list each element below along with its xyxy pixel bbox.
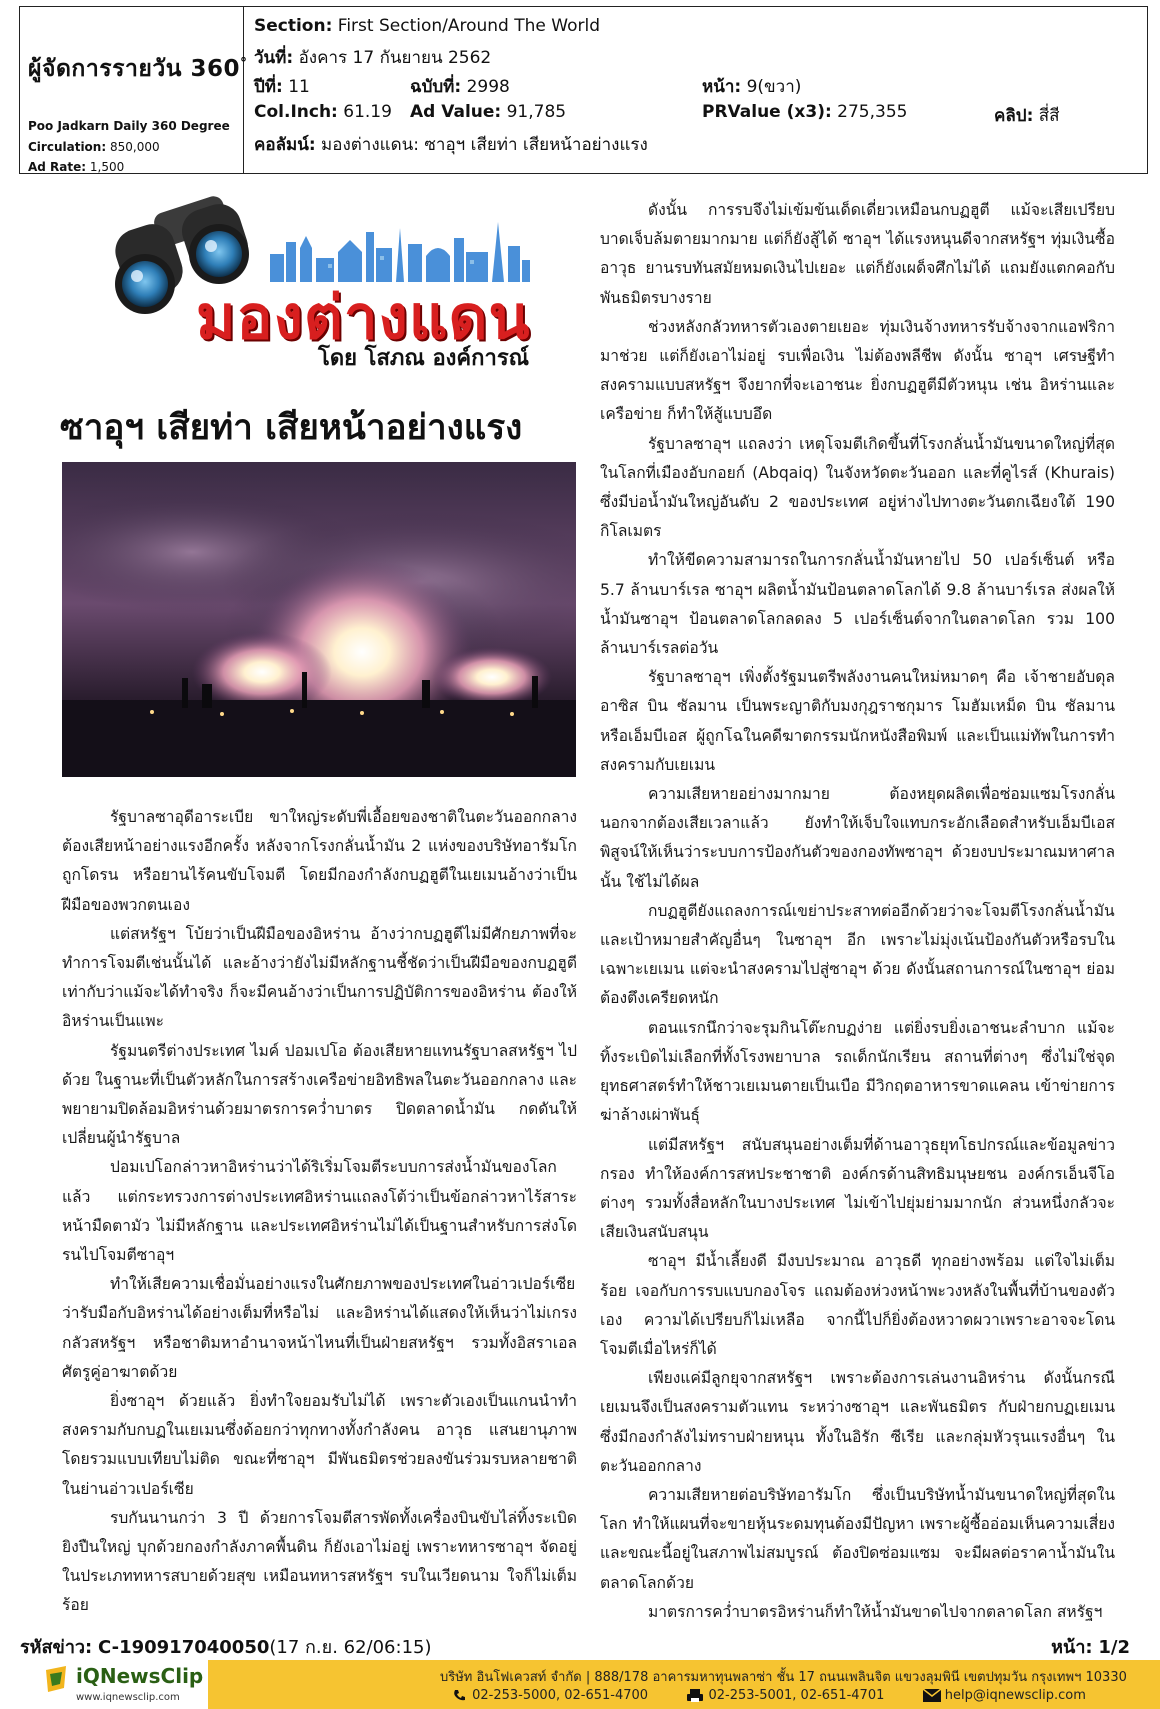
colinch-field (254, 102, 392, 122)
author-byline: โดย โสภณ องค์การณ์ (318, 346, 530, 371)
contact-block (208, 1660, 1160, 1709)
article-column-left (62, 803, 577, 1621)
clip-label: คลิป: (994, 106, 1034, 126)
year-label: ปีที่: (254, 77, 283, 97)
date-label: วันที่: (254, 48, 294, 68)
degree-sign: ° (239, 55, 248, 72)
brand-iq: iQ (76, 1664, 100, 1688)
column-value: มองต่างแดน: ซาอุฯ เสียท่า เสียหน้าอย่างแรง (321, 135, 648, 155)
page-label: หน้า: (702, 77, 742, 97)
article-column-right (600, 196, 1115, 1627)
ad-rate (28, 160, 124, 174)
page-number-label: หน้า: (1051, 1637, 1093, 1658)
paragraph: ความเสียหายอย่างมากมาย ต้องหยุดผลิตเพื่อซ่อมแซมโรงกลั่น นอกจากต้องเสียเวลาแล้ว ยังทำให้เจ็บใจแทบกระอักเลือดสำหรับเอ็มบีเอส พิสูจน์ให้เห็นว่าระบบการป้องกันตัวของกองทัพซาอุฯ ด้วยงบประมาณมหาศาลนั้น ใช้ไม่ได้ผล (600, 785, 1115, 891)
circulation-value: 850,000 (109, 140, 160, 154)
paragraph: เพียงแค่มีลูกยุจากสหรัฐฯ เพราะต้องการเล่นงานอิหร่าน ดังนั้นกรณีเยเมนจึงเป็นสงครามตัวแทน ระหว่างซาอุฯ และพันธมิตร กับฝ่ายกบฏเยเมนซึ่งมีกองกำลังไม่ทราบฝ่ายหนุน ทั้งในอิรัก ซีเรีย และกลุ่มหัวรุนแรงอื่นๆ ในตะวันออกกลาง (600, 1369, 1115, 1475)
phone-icon (452, 1689, 468, 1703)
paragraph: แต่มีสหรัฐฯ สนับสนุนอย่างเต็มที่ด้านอาวุธยุทโธปกรณ์และข้อมูลข่าวกรอง ทำให้องค์การสหประชาชาติ องค์กรด้านสิทธิมนุษยชน องค์กรเอ็นจีโอต่างๆ รวมทั้งสื่อหลักในบางประเทศ ไม่เข้าไปยุ่มย่ามมากนัก ส่วนหนึ่งกลัวจะเสียเงินสนับสนุน (600, 1135, 1115, 1242)
issue-value: 2998 (466, 77, 510, 97)
paragraph: รบกันนานกว่า 3 ปี ด้วยการโจมตีสารพัดทั้งเครื่องบินขับไล่ทิ้งระเบิด ยิงปืนใหญ่ บุกด้วยกองกำลังภาคพื้นดิน ก็ยังเอาไม่อยู่ เพราะทหารซาอุฯ จัดอยู่ในประเภททหารสบายด้วยสุข เหมือนทหารสหรัฐฯ รบในเวียดนาม ใจก็ไม่เต็มร้อย (62, 1508, 577, 1615)
prvalue-field (702, 102, 907, 122)
advalue-label: Ad Value: (410, 102, 502, 122)
paragraph: ความเสียหายต่อบริษัทอารัมโก ซึ่งเป็นบริษัทน้ำมันขนาดใหญ่ที่สุดในโลก ทำให้แผนที่จะขายหุ้นระดมทุนต้องมีปัญหา เพราะผู้ซื้ออ่อมเห็นความเสี่ยง และขณะนี้อยู่ในสภาพไม่สมบูรณ์ ต้องปิดซ่อมแซม จะมีผลต่อราคาน้ำมันในตลาดโลกด้วย (600, 1485, 1115, 1592)
column-logo-title: มองต่างแดน (196, 283, 531, 353)
paragraph: ปอมเปโอกล่าวหาอิหร่านว่าได้ริเริ่มโจมตีระบบการส่งน้ำมันของโลกแล้ว แต่กระทรวงการต่างประเทศอิหร่านแถลงโต้ว่าเป็นข้อกล่าวหาไร้สาระ หน้ามืดตามัว ไม่มีหลักฐาน และประเทศอิหร่านไม่ได้เป็นฐานสำหรับการส่งโดรนไปโจมตีซาอุฯ (62, 1158, 577, 1265)
news-code-value: C-190917040050 (97, 1637, 270, 1658)
ad-rate-value: 1,500 (89, 160, 125, 174)
circulation-label: Circulation: (28, 140, 107, 154)
year-field (254, 73, 310, 100)
prvalue-label: PRValue (x3): (702, 102, 832, 122)
section-value: First Section/Around The World (337, 16, 600, 36)
clip-value: สี่สี (1038, 106, 1060, 126)
paragraph: ดังนั้น การรบจึงไม่เข้มข้นเด็ดเดี่ยวเหมือนกบฏฮูตี แม้จะเสียเปรียบ บาดเจ็บล้มตายมากมาย แต่ก็ยังสู้ได้ ซาอุฯ ได้แรงหนุนดีจากสหรัฐฯ ทุ่มเงินซื้ออาวุธ ยานรบทันสมัยหมดเงินไปเยอะ แต่ก็ยังเผด็จศึกไม่ได้ แถมยังแตกคอกับพันธมิตรบางราย (600, 201, 1115, 307)
date-value: อังคาร 17 กันยายน 2562 (298, 48, 492, 68)
fax-numbers: 02-253-5001, 02-651-4701 (708, 1688, 885, 1703)
ad-rate-label: Ad Rate: (28, 160, 87, 174)
colinch-label: Col.Inch: (254, 102, 338, 122)
brand-url: www.iqnewsclip.com (76, 1692, 180, 1703)
iqnewsclip-logo-icon (42, 1664, 72, 1694)
year-value: 11 (288, 77, 310, 97)
news-code (20, 1632, 432, 1661)
page-value: 9(ขวา) (746, 77, 802, 97)
page-number-value: 1/2 (1098, 1637, 1130, 1658)
page-field (702, 73, 801, 100)
issue-field (410, 73, 510, 100)
column-label: คอลัมน์: (254, 135, 316, 155)
paragraph: ซาอุฯ มีน้ำเลี้ยงดี มีงบประมาณ อาวุธดี ทุกอย่างพร้อม แต่ใจไม่เต็มร้อย เจอกับการรบแบบกองโจร แถมต้องห่วงหน้าพะวงหลังในพื้นที่บ้านของตัวเอง ความได้เปรียบก็ไม่เหลือ จากนี้ไปก็ยิ่งต้องหวาดผวาเพราะอาจจะโดนโจมตีเมื่อไหร่ก็ได้ (600, 1252, 1115, 1358)
date-field (254, 44, 491, 71)
publication-name-en: Poo Jadkarn Daily 360 Degree (28, 119, 230, 133)
paragraph: รัฐบาลซาอุดีอาระเบีย ขาใหญ่ระดับพี่เอื้อยของชาติในตะวันออกกลาง ต้องเสียหน้าอย่างแรงอีกครั้ง หลังจากโรงกลั่นน้ำมัน 2 แห่งของบริษัทอารัมโกถูกโดรน หรือยานไร้คนขับโจมตี โดยมีกองกำลังกบฏฮูตีในเยเมนอ้างว่าเป็นฝีมือของพวกตนเอง (62, 808, 577, 914)
clip-field (994, 102, 1060, 129)
clip-header (19, 6, 1148, 174)
paragraph: มาตรการคว่ำบาตรอิหร่านก็ทำให้น้ำมันขาดไปจากตลาดโลก สหรัฐฯ (648, 1602, 1103, 1621)
article-headline: ซาอุฯ เสียท่า เสียหน้าอย่างแรง (60, 408, 523, 448)
brand-rest: NewsClip (99, 1664, 204, 1688)
advalue-value: 91,785 (506, 102, 567, 122)
article-photo (62, 462, 576, 777)
paragraph: ยิ่งซาอุฯ ด้วยแล้ว ยิ่งทำใจยอมรับไม่ได้ เพราะตัวเองเป็นแกนนำทำสงครามกับกบฏในเยเมนซึ่งด้อยกว่าทุกทางทั้งกำลังคน อาวุธ แสนยานุภาพโดยรวมแบบเทียบไม่ติด ขณะที่ซาอุฯ มีพันธมิตรช่วยลงขันร่วมรบหลายชาติในย่านอ่าวเปอร์เซีย (62, 1392, 577, 1498)
paragraph: ตอนแรกนึกว่าจะรุมกินโต๊ะกบฏง่าย แต่ยิ่งรบยิ่งเอาชนะลำบาก แม้จะทิ้งระเบิดไม่เลือกที่ทั้งโรงพยาบาล รถเด็กนักเรียน สถานที่ต่างๆ ซึ่งไม่ใช่จุดยุทธศาสตร์ทำให้ชาวเยเมนตายเป็นเบือ มีวิกฤตอาหารขาดแคลน เข้าข่ายการฆ่าล้างเผ่าพันธุ์ (600, 1018, 1115, 1125)
page-number (1051, 1632, 1130, 1661)
paragraph: ทำให้เสียความเชื่อมั่นอย่างแรงในศักยภาพของประเทศในอ่าวเปอร์เซียว่ารับมือกับอิหร่านได้อย่างเต็มที่หรือไม่ และอิหร่านได้แสดงให้เห็นว่าไม่เกรงกลัวสหรัฐฯ หรือชาติมหาอำนาจหน้าไหนที่เป็นฝ่ายสหรัฐฯ รวมทั้งอิสราเอลศัตรูคู่อาฆาตด้วย (62, 1275, 577, 1381)
colinch-value: 61.19 (343, 102, 392, 122)
contact-line (452, 1688, 1086, 1703)
phone-numbers: 02-253-5000, 02-651-4700 (472, 1688, 649, 1703)
footer-band (0, 1660, 1160, 1709)
email-icon (923, 1689, 941, 1702)
brand-name (76, 1664, 203, 1688)
brand-block (0, 1660, 208, 1709)
news-code-time: (17 ก.ย. 62/06:15) (269, 1637, 432, 1658)
fax-icon (686, 1689, 704, 1703)
paragraph: ช่วงหลังกลัวทหารตัวเองตายเยอะ ทุ่มเงินจ้างทหารรับจ้างจากแอฟริกามาช่วย แต่ก็ยังเอาไม่อยู่ รบเพื่อเงิน ไม่ต้องพลีชีพ ดังนั้น ซาอุฯ เศรษฐีทำสงครามแบบสหรัฐฯ จึงยากที่จะเอาชนะ ยิ่งกบฏฮูตีมีตัวหนุน เช่น อิหร่านและเครือข่าย ก็ทำให้สู้แบบอึด (600, 317, 1115, 424)
paragraph: รัฐบาลซาอุฯ เพิ่งตั้งรัฐมนตรีพลังงานคนใหม่หมาดๆ คือ เจ้าชายอับดุลอาซิส บิน ซัลมาน เป็นพระญาติกับมงกุฎราชกุมาร โมฮัมเหม็ด บิน ซัลมาน หรือเอ็มบีเอส ผู้ถูกโฉในคดีฆาตกรรมนักหนังสือพิมพ์ และเป็นแม่ทัพในการทำสงครามกับเยเมน (600, 668, 1115, 774)
publication-name (28, 51, 247, 87)
circulation (28, 140, 160, 154)
paragraph: กบฏฮูตียังแถลงการณ์เขย่าประสาทต่ออีกด้วยว่าจะโจมตีโรงกลั่นน้ำมันและเป้าหมายสำคัญอื่นๆ ในซาอุฯ อีก เพราะไม่มุ่งเน้นป้องกันตัวหรือรบในเฉพาะเยเมน แต่จะนำสงครามไปสู่ซาอุฯ ด้วย ดังนั้นสถานการณ์ในซาอุฯ ย่อมต้องตึงเครียดหนัก (600, 901, 1115, 1008)
paragraph: รัฐมนตรีต่างประเทศ ไมค์ ปอมเปโอ ต้องเสียหายแทนรัฐบาลสหรัฐฯ ไปด้วย ในฐานะที่เป็นตัวหลักในการสร้างเครือข่ายอิทธิพลในตะวันออกกลาง และพยายามปิดล้อมอิหร่านด้วยมาตรการคว่ำบาตร ปิดตลาดน้ำมัน กดดันให้เปลี่ยนผู้นำรัฐบาล (62, 1041, 577, 1148)
prvalue-value: 275,355 (837, 102, 908, 122)
section-field (254, 16, 600, 36)
company-address: บริษัท อินโฟเควสท์ จำกัด | 888/178 อาคารมหาทุนพลาซ่า ชั้น 17 ถนนเพลินจิต แขวงลุมพินี เขตปทุมวัน กรุงเทพฯ 10330 (440, 1670, 1127, 1685)
paragraph: แต่สหรัฐฯ โบ้ยว่าเป็นฝีมือของอิหร่าน อ้างว่ากบฏฮูตีไม่มีศักยภาพที่จะทำการโจมตีเช่นนั้นได้ และอ้างว่ายังไม่มีหลักฐานชี้ชัดว่าเป็นฝีมือของกบฏฮูตี เท่ากับว่าแม้จะได้ทำจริง ก็จะมีคนอ้างว่าเป็นการปฏิบัติการของอิหร่าน ต้องให้อิหร่านเป็นแพะ (62, 924, 577, 1031)
clip-metadata (246, 7, 1147, 173)
news-code-label: รหัสข่าว: (20, 1637, 93, 1658)
email-address: help@iqnewsclip.com (944, 1688, 1086, 1703)
paragraph: ทำให้ขีดความสามารถในการกลั่นน้ำมันหายไป 50 เปอร์เซ็นต์ หรือ 5.7 ล้านบาร์เรล ซาอุฯ ผลิตน้ำมันป้อนตลาดโลกได้ 9.8 ล้านบาร์เรล ส่งผลให้น้ำมันซาอุฯ ป้อนตลาดโลกลดลง 5 เปอร์เซ็นต์จากในตลาดโลก รวม 100 ล้านบาร์เรลต่อวัน (600, 551, 1115, 658)
publication-panel (20, 7, 248, 174)
advalue-field (410, 102, 566, 122)
column-field (254, 131, 648, 158)
section-label: Section: (254, 16, 333, 36)
paragraph: รัฐบาลซาอุฯ แถลงว่า เหตุโจมตีเกิดขึ้นที่โรงกลั่นน้ำมันขนาดใหญ่ที่สุดในโลกที่เมืองอับกอยก์ (Abqaiq) ในจังหวัดตะวันออก และที่คูไรส์ (Khurais) ซึ่งมีบ่อน้ำมันใหญ่อันดับ 2 ของประเทศ อยู่ห่างไปทางตะวันตกเฉียงใต้ 190 กิโลเมตร (600, 434, 1115, 541)
issue-label: ฉบับที่: (410, 77, 462, 97)
publication-name-text: ผู้จัดการรายวัน 360 (28, 56, 240, 82)
